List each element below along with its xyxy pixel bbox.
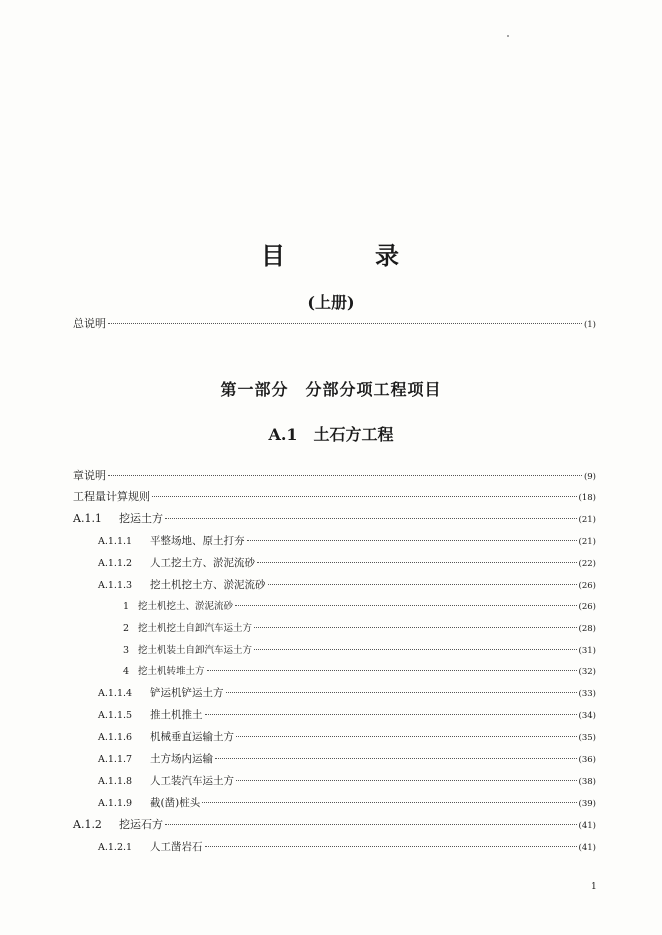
toc-entry-number: A.1.1.8 xyxy=(98,776,133,787)
toc-entry-page: (26) xyxy=(578,602,596,612)
toc-entry-number: A.1.1.1 xyxy=(98,536,133,547)
toc-entry-page: (18) xyxy=(578,493,596,503)
toc-entry-page: (26) xyxy=(578,581,596,591)
title-char-1: 目 xyxy=(261,241,287,270)
toc-entry[interactable] xyxy=(123,644,596,658)
toc-entry-label: 挖土机挖土方、淤泥流砂 xyxy=(150,579,266,591)
leader-dots xyxy=(247,540,577,541)
toc-entry-label: 人工凿岩石 xyxy=(150,841,203,853)
toc-entry-page: (35) xyxy=(578,733,596,743)
toc-entry[interactable] xyxy=(98,534,596,549)
toc-entry-label: 截(凿)桩头 xyxy=(150,797,201,809)
page-number: 1 xyxy=(591,882,597,892)
toc-entry[interactable] xyxy=(98,556,596,571)
leader-dots xyxy=(254,649,577,650)
toc-entry-number: 1 xyxy=(123,601,130,612)
toc-entry-page: (21) xyxy=(578,515,596,525)
leader-dots xyxy=(236,780,577,781)
toc-entry-label: 挖运石方 xyxy=(119,818,163,831)
part-heading: 第一部分 分部分项工程项目 xyxy=(220,380,442,399)
leader-dots xyxy=(165,824,577,825)
title-char-2: 录 xyxy=(375,241,401,270)
toc-entry-label: 人工装汽车运土方 xyxy=(150,775,234,787)
toc-entry-label: 人工挖土方、淤泥流砂 xyxy=(150,557,255,569)
toc-entry-number: A.1.1.9 xyxy=(98,798,133,809)
toc-entry-page: (31) xyxy=(578,646,596,656)
leader-dots xyxy=(165,518,577,519)
toc-entry-label: 工程量计算规则 xyxy=(73,490,150,503)
leader-dots xyxy=(235,605,577,606)
toc-entry-number: 3 xyxy=(123,645,130,656)
toc-entry[interactable] xyxy=(98,578,596,593)
toc-entry-label: 总说明 xyxy=(73,317,106,330)
scan-speck xyxy=(507,35,509,37)
toc-entry-label: 挖土机装土自卸汽车运土方 xyxy=(138,645,253,656)
toc-entry-number: A.1.2 xyxy=(73,818,102,831)
leader-dots xyxy=(152,496,577,497)
toc-entry-general-note[interactable] xyxy=(73,317,596,332)
toc-entry-page: (34) xyxy=(578,711,596,721)
toc-entry[interactable] xyxy=(98,686,596,701)
toc-entry-number: A.1.1.4 xyxy=(98,688,133,699)
leader-dots xyxy=(226,692,577,693)
toc-entry[interactable] xyxy=(73,818,596,833)
toc-entry-number: A.1.2.1 xyxy=(98,842,133,853)
toc-entry[interactable] xyxy=(98,796,596,811)
toc-entry-page: (28) xyxy=(578,624,596,634)
toc-entry-number: A.1.1.7 xyxy=(98,754,133,765)
toc-entry-label: 平整场地、原土打夯 xyxy=(150,535,245,547)
toc-entry-page: (41) xyxy=(578,843,596,853)
toc-entry-number: A.1.1.2 xyxy=(98,558,133,569)
toc-entry[interactable] xyxy=(123,600,596,614)
toc-entry-page: (1) xyxy=(583,320,596,330)
toc-entry-label: 推土机推土 xyxy=(150,709,203,721)
leader-dots xyxy=(254,627,577,628)
volume-label: (上册) xyxy=(307,293,355,312)
toc-entry-page: (36) xyxy=(578,755,596,765)
toc-entry-page: (22) xyxy=(578,559,596,569)
leader-dots xyxy=(205,714,577,715)
toc-entry-page: (38) xyxy=(578,777,596,787)
toc-entry[interactable] xyxy=(73,490,596,505)
toc-entry-label: 挖土机转堆土方 xyxy=(138,666,205,677)
toc-entry-number: A.1.1.6 xyxy=(98,732,133,743)
leader-dots xyxy=(205,846,577,847)
toc-entry-page: (9) xyxy=(583,472,596,482)
toc-entry-label: 挖运土方 xyxy=(119,512,163,525)
leader-dots xyxy=(268,584,577,585)
leader-dots xyxy=(215,758,577,759)
toc-title xyxy=(0,236,662,271)
toc-entry[interactable] xyxy=(73,469,596,484)
toc-entry-page: (39) xyxy=(578,799,596,809)
toc-entry[interactable] xyxy=(98,774,596,789)
toc-entry-label: 挖土机挖土、淤泥流砂 xyxy=(138,601,234,612)
leader-dots xyxy=(202,802,576,803)
toc-entry-label: 挖土机挖土自卸汽车运土方 xyxy=(138,623,253,634)
toc-entry[interactable] xyxy=(98,708,596,723)
toc-entry-number: 4 xyxy=(123,666,130,677)
toc-entry-label: 章说明 xyxy=(73,469,106,482)
leader-dots xyxy=(207,670,577,671)
toc-entry-page: (33) xyxy=(578,689,596,699)
toc-entry[interactable] xyxy=(98,840,596,855)
toc-entry-label: 土方场内运输 xyxy=(150,753,213,765)
toc-entry-page: (41) xyxy=(578,821,596,831)
toc-entry[interactable] xyxy=(98,752,596,767)
leader-dots xyxy=(236,736,577,737)
toc-entry[interactable] xyxy=(73,512,596,527)
toc-entry-number: 2 xyxy=(123,623,130,634)
toc-entry-page: (32) xyxy=(578,667,596,677)
toc-entry-label: 铲运机铲运土方 xyxy=(150,687,224,699)
toc-entry-number: A.1.1.5 xyxy=(98,710,133,721)
leader-dots xyxy=(108,475,582,476)
toc-entry-number: A.1.1 xyxy=(73,512,102,525)
toc-entry-label: 机械垂直运输土方 xyxy=(150,731,234,743)
toc-entry[interactable] xyxy=(98,730,596,745)
section-heading: A.1 土石方工程 xyxy=(268,425,394,444)
toc-entry[interactable] xyxy=(123,665,596,679)
toc-entry-number: A.1.1.3 xyxy=(98,580,133,591)
leader-dots xyxy=(257,562,577,563)
toc-entry[interactable] xyxy=(123,622,596,636)
leader-dots xyxy=(108,323,582,324)
toc-entry-page: (21) xyxy=(578,537,596,547)
